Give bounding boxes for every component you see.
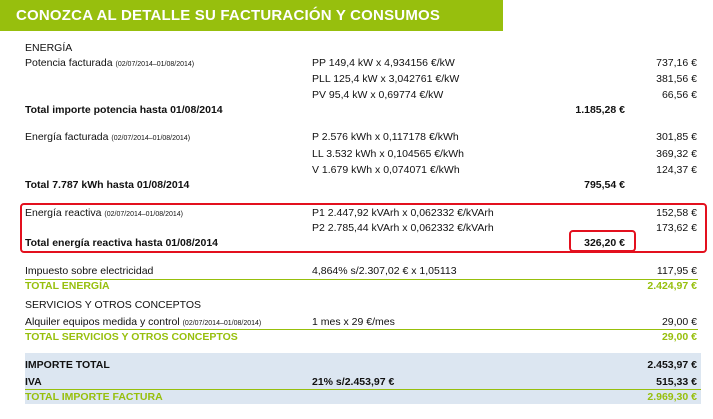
energia-facturada-period: (02/07/2014–01/08/2014) [111, 135, 191, 142]
reactiva-line-1 [0, 205, 713, 221]
impuesto-label: Impuesto sobre electricidad [25, 265, 154, 277]
potencia-total-label: Total importe potencia hasta 01/08/2014 [25, 104, 223, 116]
potencia-line-3 [0, 87, 713, 103]
reactiva-total-row [0, 235, 713, 251]
impuesto-amount: 117,95 € [656, 265, 697, 277]
importe-total-label: IMPORTE TOTAL [25, 359, 110, 371]
potencia-calc-pll: PLL 125,4 kW x 3,042761 €/kW [312, 73, 460, 85]
iva-amount: 515,33 € [656, 376, 697, 388]
total-servicios-row [0, 329, 713, 345]
reactiva-label: Energía reactiva (02/07/2014–01/08/2014) [25, 207, 184, 219]
potencia-calc-pp: PP 149,4 kW x 4,934156 €/kW [312, 57, 455, 69]
energia-amount-v: 124,37 € [656, 164, 697, 176]
total-factura-row [0, 389, 713, 405]
energia-facturada-label: Energía facturada (02/07/2014–01/08/2014) [25, 131, 191, 143]
alquiler-amount: 29,00 € [661, 316, 697, 328]
reactiva-total-label: Total energía reactiva hasta 01/08/2014 [25, 237, 218, 249]
energia-total-row [0, 177, 713, 193]
importe-total: 2.453,97 € [647, 359, 697, 371]
energia-amount-ll: 369,32 € [656, 148, 697, 160]
energia-calc-v: V 1.679 kWh x 0,074071 €/kWh [312, 164, 460, 176]
alquiler-label: Alquiler equipos medida y control (02/07/2014–01/08/2014) [25, 316, 262, 328]
potencia-amount-pv: 66,56 € [661, 89, 697, 101]
impuesto-calc: 4,864% s/2.307,02 € x 1,05113 [312, 265, 457, 277]
energia-calc-ll: LL 3.532 kWh x 0,104565 €/kWh [312, 148, 464, 160]
energia-total: 795,54 € [584, 179, 625, 191]
potencia-total: 1.185,28 € [575, 104, 625, 116]
reactiva-calc-p2: P2 2.785,44 kVArh x 0,062332 €/kVArh [312, 222, 494, 234]
potencia-label: Potencia facturada (02/07/2014–01/08/2014) [25, 57, 195, 69]
energia-line-2 [0, 146, 713, 162]
iva-row [0, 374, 713, 390]
total-factura-label: TOTAL IMPORTE FACTURA [25, 391, 163, 403]
reactiva-total: 326,20 € [584, 237, 625, 249]
importe-total-row [0, 357, 713, 373]
reactiva-line-2 [0, 220, 713, 236]
section-title: CONOZCA AL DETALLE SU FACTURACIÓN Y CONSUMOS [16, 7, 441, 24]
servicios-heading-row [0, 297, 713, 313]
potencia-line-2 [0, 71, 713, 87]
iva-label: IVA [25, 376, 42, 388]
reactiva-calc-p1: P1 2.447,92 kVArh x 0,062332 €/kVArh [312, 207, 494, 219]
reactiva-amount-p1: 152,58 € [656, 207, 697, 219]
total-energia: 2.424,97 € [647, 280, 697, 292]
total-energia-row [0, 278, 713, 294]
energia-line-3 [0, 162, 713, 178]
potencia-total-row [0, 102, 713, 118]
servicios-heading: SERVICIOS Y OTROS CONCEPTOS [25, 299, 202, 311]
total-factura: 2.969,30 € [647, 391, 697, 403]
total-servicios: 29,00 € [661, 331, 697, 343]
potencia-line-1 [0, 55, 713, 71]
potencia-period: (02/07/2014–01/08/2014) [115, 61, 195, 68]
potencia-amount-pll: 381,56 € [656, 73, 697, 85]
section-header [0, 0, 503, 31]
energia-heading-row [0, 40, 713, 56]
potencia-calc-pv: PV 95,4 kW x 0,69774 €/kW [312, 89, 444, 101]
potencia-amount-pp: 737,16 € [656, 57, 697, 69]
impuesto-row [0, 263, 713, 279]
energia-line-1 [0, 129, 713, 145]
reactiva-period: (02/07/2014–01/08/2014) [104, 211, 184, 218]
energia-calc-p: P 2.576 kWh x 0,117178 €/kWh [312, 131, 459, 143]
energia-amount-p: 301,85 € [656, 131, 697, 143]
reactiva-amount-p2: 173,62 € [656, 222, 697, 234]
energia-heading: ENERGÍA [25, 42, 73, 54]
iva-calc: 21% s/2.453,97 € [312, 376, 395, 388]
total-servicios-label: TOTAL SERVICIOS Y OTROS CONCEPTOS [25, 331, 238, 343]
alquiler-row [0, 314, 713, 330]
total-energia-label: TOTAL ENERGÍA [25, 280, 110, 292]
energia-total-label: Total 7.787 kWh hasta 01/08/2014 [25, 179, 190, 191]
alquiler-calc: 1 mes x 29 €/mes [312, 316, 395, 328]
alquiler-period: (02/07/2014–01/08/2014) [182, 320, 262, 327]
